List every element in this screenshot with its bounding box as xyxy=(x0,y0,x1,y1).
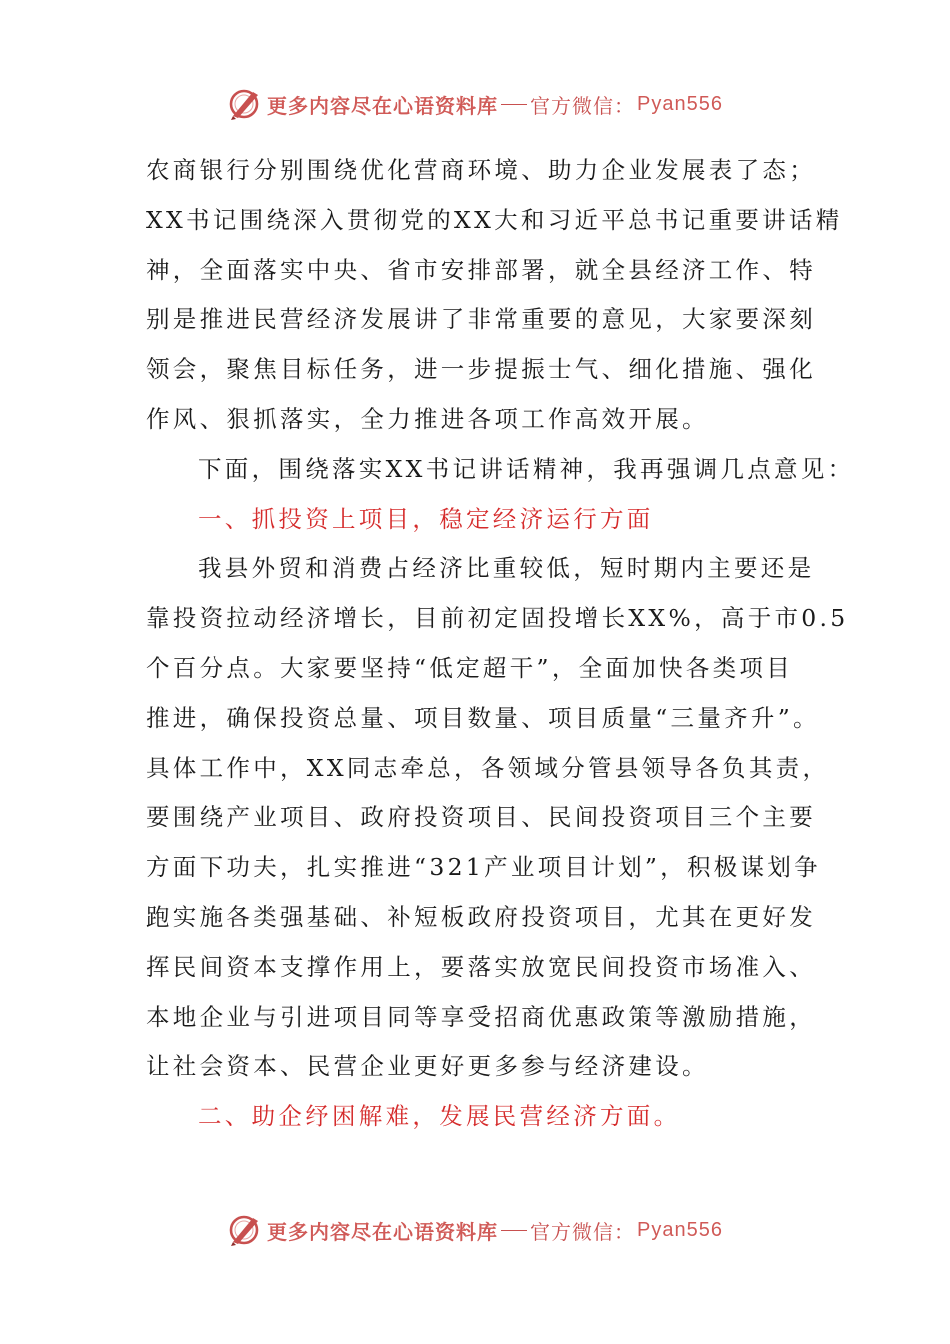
body-line: 领会，聚焦目标任务，进一步提振士气、细化措施、强化 xyxy=(146,355,816,384)
body-line: 农商银行分别围绕优化营商环境、助力企业发展表了态； xyxy=(146,156,816,184)
banner-brand-text: 更多内容尽在心语资料库 xyxy=(267,1219,499,1244)
body-line: 让社会资本、民营企业更好更多参与经济建设。 xyxy=(146,1052,709,1081)
banner-wechat-label: 官方微信： xyxy=(530,93,636,118)
body-line: 方面下功夫，扎实推进“321产业项目计划”，积极谋划争 xyxy=(146,853,821,882)
footer-banner xyxy=(0,1208,950,1252)
banner-wechat-label: 官方微信： xyxy=(530,1219,636,1244)
document-body xyxy=(146,146,855,1142)
section-heading-1: 一、抓投资上项目，稳定经济运行方面 xyxy=(198,504,654,533)
body-line: 跑实施各类强基础、补短板政府投资项目，尤其在更好发 xyxy=(146,902,816,931)
banner-wechat-id: Pyan556 xyxy=(637,92,723,115)
body-line: 挥民间资本支撑作用上，要落实放宽民间投资市场准入、 xyxy=(146,952,816,981)
body-line: 要围绕产业项目、政府投资项目、民间投资项目三个主要 xyxy=(146,803,816,832)
body-line: 我县外贸和消费占经济比重较低，短时期内主要还是 xyxy=(198,554,815,583)
body-line: 本地企业与引进项目同等享受招商优惠政策等激励措施， xyxy=(146,1002,816,1031)
body-line: 靠投资拉动经济增长，目前初定固投增长XX%，高于市0.5 xyxy=(146,604,849,633)
body-line: 个百分点。大家要坚持“低定超干”，全面加快各类项目 xyxy=(146,653,794,682)
body-line: 下面，围绕落实XX书记讲话精神，我再强调几点意见： xyxy=(198,454,855,483)
pen-logo-icon xyxy=(227,86,263,122)
body-line: 作风、狠抓落实，全力推进各项工作高效开展。 xyxy=(146,404,709,433)
banner-brand-text: 更多内容尽在心语资料库 xyxy=(267,93,499,118)
banner-divider xyxy=(501,1230,527,1231)
body-line: 神，全面落实中央、省市安排部署，就全县经济工作、特 xyxy=(146,255,816,284)
body-line: 别是推进民营经济发展讲了非常重要的意见，大家要深刻 xyxy=(146,305,816,334)
body-line: 推进，确保投资总量、项目数量、项目质量“三量齐升”。 xyxy=(146,703,820,732)
section-heading-2: 二、助企纾困解难，发展民营经济方面。 xyxy=(198,1102,681,1131)
header-banner xyxy=(0,82,950,126)
body-line: 具体工作中，XX同志牵总，各领域分管县领导各负其责， xyxy=(146,753,830,782)
pen-logo-icon xyxy=(227,1212,263,1248)
banner-divider xyxy=(501,104,527,105)
banner-wechat-id: Pyan556 xyxy=(637,1218,723,1241)
body-line: XX书记围绕深入贯彻党的XX大和习近平总书记重要讲话精 xyxy=(146,205,843,234)
